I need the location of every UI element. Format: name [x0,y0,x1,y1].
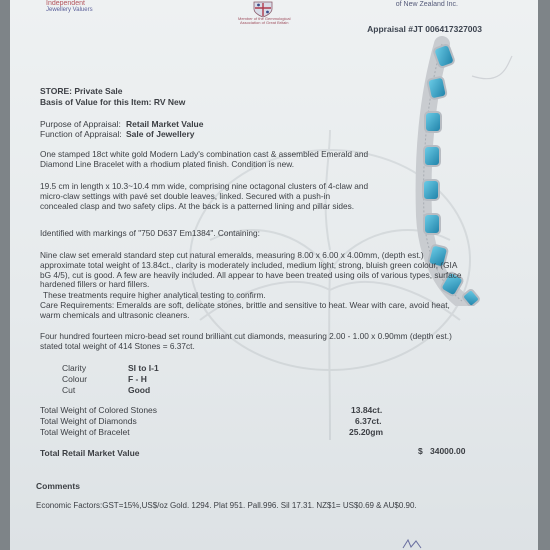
currency-symbol: $ [418,446,423,456]
grade-value: Good [128,385,151,395]
treatment-note: These treatments require higher analytical testing to confirm. [43,290,266,300]
total-value: 25.20gm [349,427,384,437]
appraisal-number: Appraisal #JT 006417327003 [367,24,482,34]
item-description: One stamped 18ct white gold Modern Lady's combination cast & assembled Emerald and Diamond Line Bracelet with a rhodium plated finish. Condition is new. [40,149,369,169]
purpose-label: Purpose of Appraisal: [40,119,121,129]
retail-value-label: Total Retail Market Value [40,448,140,458]
signature-mark-icon [402,538,422,550]
store-line: STORE: Private Sale [40,86,123,96]
total-value: 6.37ct. [355,416,382,426]
function-value: Sale of Jewellery [126,129,195,139]
brand-tagline: Jewellery Valuers [46,7,93,13]
logo-caption-line-2: Association of Great Britain [240,20,289,25]
grade-label: Cut [62,385,76,395]
care-requirements: Care Requirements: Emeralds are soft, delicate stones, brittle and sensitive to heat. Wear with care, avoid heat, warm chemicals and ultrasonic cleaners. [40,300,450,320]
total-value: 13.84ct. [351,405,383,415]
nz-association-text: of New Zealand Inc. [395,1,458,8]
grade-label: Colour [62,374,88,384]
logo-caption [238,17,290,25]
dimensions-description: 19.5 cm in length x 10.3~10.4 mm wide, comprising nine octagonal clusters of 4-claw and micro-claw settings with pavé set double leaves, linked. Secured with a push-in concealed clasp and two safety clips. At the back is a patterned lining and pillar sides. [40,181,369,211]
markings-text: Identified with markings of "750 D637 Em1384". Containing: [40,228,260,238]
function-label: Function of Appraisal: [40,129,122,139]
grade-label: Clarity [62,363,87,373]
grade-value: F - H [128,374,147,384]
diamond-description: Four hundred fourteen micro-bead set round brilliant cut diamonds, measuring 2.00 - 1.00 x 0.90mm (depth est.) stated total weight of 414 Stones = 6.37ct. [40,331,452,351]
purpose-value: Retail Market Value [126,119,204,129]
appraisal-document [10,0,538,550]
total-label: Total Weight of Bracelet [40,427,130,437]
logo-caption-line-1: Member of the Gemmological [238,16,291,21]
economic-factors: Economic Factors:GST=15%,US$/oz Gold. 1294. Plat 951. Pall.996. Sil 17.31. NZ$1= US$0.69 & AU$0.90. [36,501,417,510]
basis-of-value: Basis of Value for this Item: RV New [40,97,186,107]
emerald-description: Nine claw set emerald standard step cut natural emeralds, measuring 8.00 x 6.00 x 4.00mm, (depth est.) approximate total weight of 13.84ct., clarity is moderately included, medium light, strong, bluish green colour, (GIA bG 4/5), cut is good. A few are heavily included. All appear to have been treated using oils of various types, surface hardened fillers or hard fillers. [40,250,462,290]
grade-value: SI to I-1 [128,363,159,373]
total-label: Total Weight of Colored Stones [40,405,158,415]
comments-heading: Comments [36,481,80,491]
retail-value-amount: 34000.00 [430,446,466,456]
total-label: Total Weight of Diamonds [40,416,137,426]
brand-name: Independent [46,0,85,7]
